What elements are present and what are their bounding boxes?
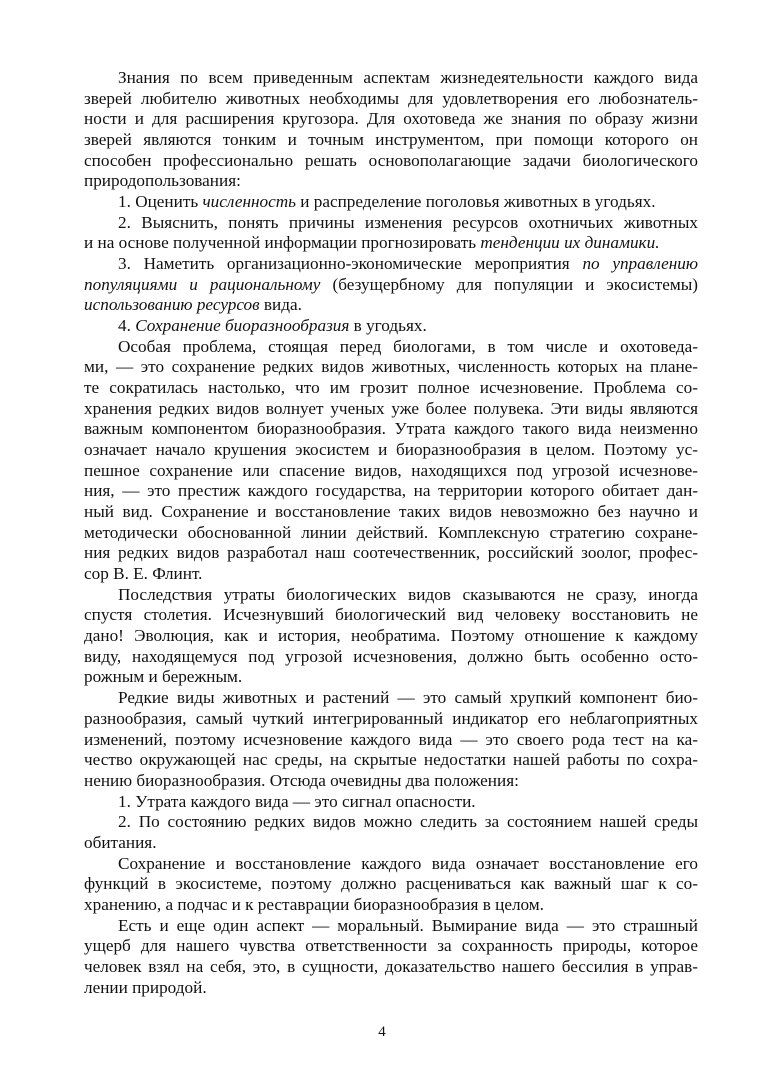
text-segment: природопользования: (84, 171, 241, 191)
text-segment: и на основе полученной информации прогнозировать (84, 233, 481, 253)
text-line (84, 605, 698, 626)
text-line (84, 337, 698, 358)
text-line (84, 523, 698, 544)
emphasis-text: Сохранение биоразнообразия (135, 316, 350, 336)
text-segment: вида. (259, 295, 302, 315)
text-segment: Знания по всем приведенным аспектам жизнедеятельности каждого вида (118, 68, 698, 87)
text-segment: пешное сохранение или спасение видов, находящихся под угрозой исчезнове- (84, 460, 698, 480)
text-line (84, 171, 698, 192)
text-line (84, 874, 698, 895)
text-line (84, 564, 698, 585)
text-segment: разнообразия, самый чуткий интегрированный индикатор его неблагоприятных (84, 708, 698, 728)
text-segment: изменений, поэтому исчезновение каждого вида — это своего рода тест на ка- (84, 729, 698, 749)
text-segment: ми, — это сохранение редких видов животных, численность которых на плане- (84, 357, 698, 377)
text-segment: и распределение поголовья животных в угодьях. (295, 192, 656, 212)
text-segment: методически обоснованной линии действий. Комплексную стратегию сохране- (84, 522, 698, 542)
text-line (84, 378, 698, 399)
emphasis-text: популяциями и рациональному (84, 274, 321, 294)
text-segment: 1. Утрата каждого вида — это сигнал опасности. (118, 791, 476, 811)
paragraph (84, 585, 698, 688)
text-line (84, 688, 698, 709)
text-line (84, 750, 698, 771)
text-line (84, 812, 698, 833)
paragraph (84, 213, 698, 254)
document-body (84, 68, 698, 998)
text-segment: Редкие виды животных и растений — это самый хрупкий компонент био- (118, 688, 698, 708)
text-line (84, 89, 698, 110)
text-line (84, 357, 698, 378)
text-line (84, 316, 698, 337)
text-line (84, 481, 698, 502)
text-segment: ности и для расширения кругозора. Для охотоведа же знания по образу жизни (84, 109, 698, 129)
text-segment: те сократилась настолько, что им грозит полное исчезновение. Проблема со- (84, 378, 698, 398)
text-segment: ния, — это престиж каждого государства, на территории которого обитает дан- (84, 481, 698, 501)
text-line (84, 254, 698, 275)
text-segment: (безущербному для популяции и экосистемы) (320, 274, 699, 294)
text-line (84, 978, 698, 999)
text-line (84, 916, 698, 937)
text-line (84, 213, 698, 234)
text-segment: человек взял на себя, это, в сущности, доказательство нашего бессилия в управ- (84, 956, 698, 976)
paragraph (84, 68, 698, 192)
text-segment: функций в экосистеме, поэтому должно расцениваться как важный шаг к со- (84, 874, 698, 894)
text-segment: в угодьях. (349, 316, 427, 336)
text-line (84, 647, 698, 668)
paragraph (84, 812, 698, 853)
text-line (84, 151, 698, 172)
text-segment: важным компонентом биоразнообразия. Утрата каждого такого вида неизменно (84, 419, 698, 439)
text-line (84, 130, 698, 151)
text-segment: Особая проблема, стоящая перед биологами, в том числе и охотоведа- (118, 336, 698, 356)
emphasis-text: численность (202, 192, 296, 212)
paragraph (84, 916, 698, 999)
text-line (84, 233, 698, 254)
text-line (84, 543, 698, 564)
text-segment: зверей любителю животных необходимы для удовлетворения его любознатель- (84, 88, 698, 108)
text-segment: Сохранение и восстановление каждого вида означает восстановление его (118, 853, 698, 873)
text-line (84, 626, 698, 647)
text-segment: хранения редких видов волнует ученых уже более полувека. Эти виды являются (84, 398, 698, 418)
paragraph (84, 192, 698, 213)
text-segment: рожным и бережным. (84, 667, 243, 687)
text-line (84, 192, 698, 213)
text-line (84, 936, 698, 957)
text-segment: 2. Выяснить, понять причины изменения ресурсов охотничьих животных (118, 212, 698, 232)
text-line (84, 461, 698, 482)
text-line (84, 295, 698, 316)
paragraph (84, 254, 698, 316)
text-line (84, 957, 698, 978)
text-line (84, 399, 698, 420)
text-segment: Последствия утраты биологических видов сказываются не сразу, иногда (118, 584, 698, 604)
text-segment: ный вид. Сохранение и восстановление таких видов невозможно без научно и (84, 502, 698, 522)
text-line (84, 771, 698, 792)
text-segment: чество окружающей нас среды, на скрытые недостатки нашей работы по сохра- (84, 750, 698, 770)
text-segment: 3. Наметить организационно-экономические мероприятия (118, 254, 583, 274)
text-segment: способен профессионально решать основополагающие задачи биологического (84, 150, 698, 170)
text-segment: ния редких видов разработал наш соотечественник, российский зоолог, профес- (84, 543, 698, 563)
text-segment: 4. (118, 316, 136, 336)
emphasis-text: использованию ресурсов (84, 295, 260, 315)
text-line (84, 109, 698, 130)
text-line (84, 792, 698, 813)
text-segment: Есть и еще один аспект — моральный. Вымирание вида — это страшный (118, 915, 698, 935)
text-line (84, 730, 698, 751)
text-line (84, 275, 698, 296)
text-line (84, 440, 698, 461)
text-segment: виду, находящемуся под угрозой исчезновения, должно быть особенно осто- (84, 646, 698, 666)
emphasis-text: по управлению (582, 254, 698, 274)
text-segment: обитания. (84, 832, 157, 852)
text-segment: хранению, а подчас и к реставрации биоразнообразия в целом. (84, 894, 544, 914)
text-segment: 2. По состоянию редких видов можно следить за состоянием нашей среды (118, 812, 698, 832)
text-line (84, 419, 698, 440)
text-line (84, 895, 698, 916)
text-line (84, 854, 698, 875)
emphasis-text: тенденции их динамики. (480, 233, 660, 253)
text-line (84, 502, 698, 523)
paragraph (84, 337, 698, 585)
text-line (84, 585, 698, 606)
text-segment: нению биоразнообразия. Отсюда очевидны два положения: (84, 770, 519, 790)
paragraph (84, 688, 698, 791)
text-segment: 1. Оценить (118, 192, 203, 212)
page-number: 4 (378, 1024, 386, 1040)
text-line (84, 667, 698, 688)
text-segment: лении природой. (84, 977, 207, 997)
text-line (84, 709, 698, 730)
paragraph (84, 316, 698, 337)
text-segment: сор В. Е. Флинт. (84, 564, 203, 584)
text-line (84, 833, 698, 854)
text-segment: спустя столетия. Исчезнувший биологический вид человеку восстановить не (84, 605, 698, 625)
paragraph (84, 854, 698, 916)
text-segment: дано! Эволюция, как и история, необратима. Поэтому отношение к каждому (84, 626, 698, 646)
text-segment: зверей являются тонким и точным инструментом, при помощи которого он (84, 130, 698, 150)
paragraph (84, 792, 698, 813)
text-segment: ущерб для нашего чувства ответственности за сохранность природы, которое (84, 936, 698, 956)
text-line (84, 68, 698, 89)
text-segment: означает начало крушения экосистем и биоразнообразия в целом. Поэтому ус- (84, 440, 698, 460)
